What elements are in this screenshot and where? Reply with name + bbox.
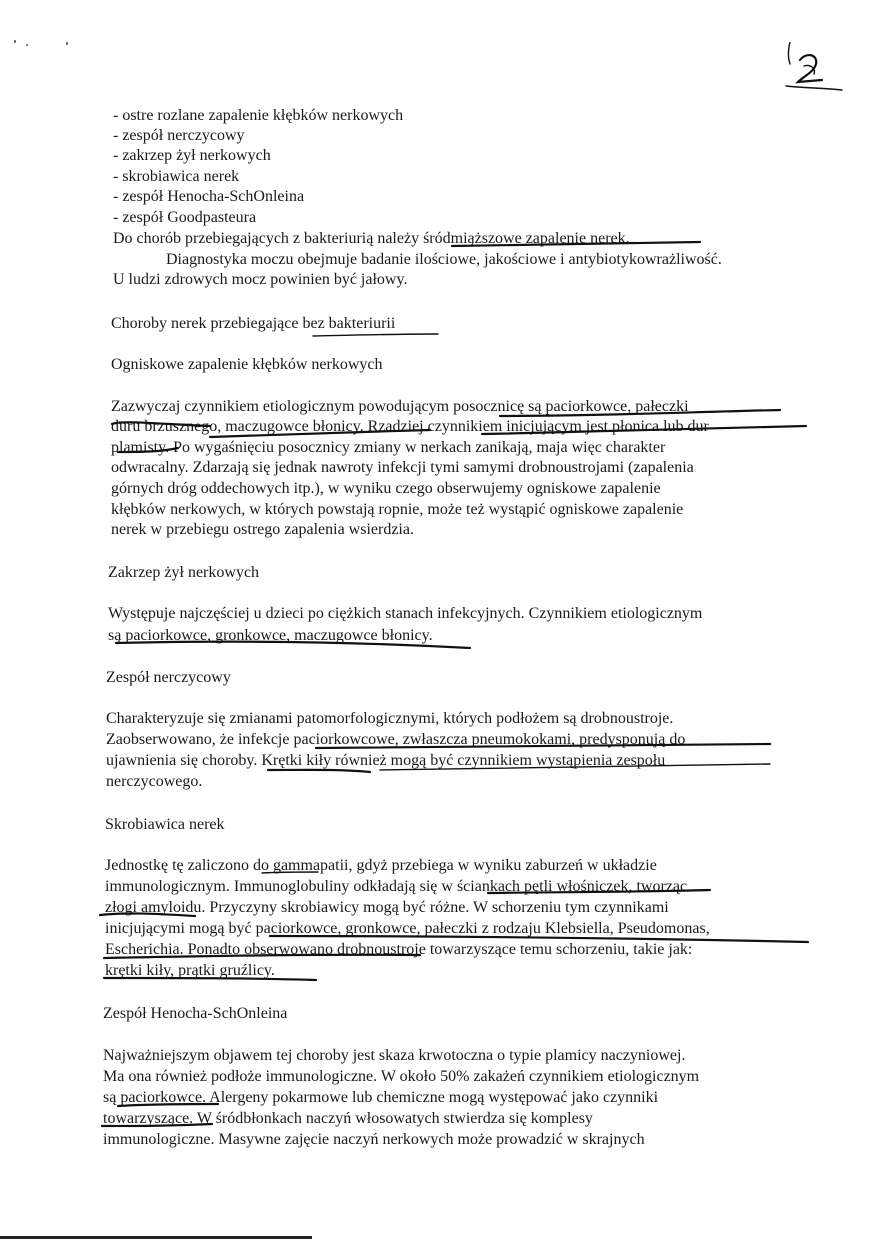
scan-speck <box>66 42 68 45</box>
section-title: Zakrzep żył nerkowych <box>108 564 260 581</box>
intro-paragraph-line: Do chorób przebiegających z bakteriurią należy śródmiąższowe zapalenie nerek. <box>113 230 630 247</box>
paragraph-line: są paciorkowce, gronkowce, maczugowce błonicy. <box>108 627 433 644</box>
intro-list-item: - zespół Henocha-SchOnleina <box>113 188 305 205</box>
paragraph-line: są paciorkowce. Alergeny pokarmowe lub chemiczne mogą występować jako czynniki <box>103 1089 659 1106</box>
intro-list-item: - zespół nerczycowy <box>113 127 245 144</box>
section-title: Ogniskowe zapalenie kłębków nerkowych <box>111 356 383 373</box>
section-title: Zespół nerczycowy <box>106 669 231 686</box>
paragraph-line: inicjującymi mogą być paciorkowce, gronkowce, pałeczki z rodzaju Klebsiella, Pseudomonas, <box>105 920 710 937</box>
paragraph-line: immunologicznym. Immunoglobuliny odkładają się w ściankach pętli włośniczek, tworząc <box>105 878 688 895</box>
intro-list-item: - zakrzep żył nerkowych <box>113 147 271 164</box>
paragraph-line: krętki kiły, prątki gruźlicy. <box>105 962 275 979</box>
paragraph-line: kłębków nerkowych, w których powstają ropnie, może też wystąpić ogniskowe zapalenie <box>111 501 684 518</box>
paragraph-line: towarzyszące. W śródbłonkach naczyń włosowatych stwierdza się komplesy <box>103 1110 593 1127</box>
paragraph-line: Zazwyczaj czynnikiem etiologicznym powodującym posocznicę są paciorkowce, pałeczki <box>111 398 689 415</box>
section-title: Skrobiawica nerek <box>105 816 225 833</box>
intro-list-item: - skrobiawica nerek <box>113 168 240 185</box>
intro-paragraph-line: Diagnostyka moczu obejmuje badanie ilościowe, jakościowe i antybiotykowrażliwość. <box>166 251 722 268</box>
main-heading: Choroby nerek przebiegające bez bakteriurii <box>111 315 396 332</box>
paragraph-line: Escherichia. Ponadto obserwowano drobnoustroje towarzyszące temu schorzeniu, takie jak: <box>105 941 693 958</box>
paragraph-line: górnych dróg oddechowych itp.), w wyniku czego obserwujemy ogniskowe zapalenie <box>111 480 661 497</box>
paragraph-line: złogi amyloidu. Przyczyny skrobiawicy mogą być różne. W schorzeniu tym czynnikami <box>105 899 669 916</box>
paragraph-line: duru brzusznego, maczugowce błonicy. Rzadziej czynnikiem inicjującym jest płonica lub dur <box>111 418 709 435</box>
intro-list-item: - zespół Goodpasteura <box>113 209 257 226</box>
underline-mark <box>313 334 438 336</box>
paragraph-line: Charakteryzuje się zmianami patomorfologicznymi, których podłożem są drobnoustroje. <box>106 710 674 727</box>
paragraph-line: plamisty. Po wygaśnięciu posocznicy zmiany w nerkach zanikają, maja więc charakter <box>111 439 666 456</box>
section-title: Zespół Henocha-SchOnleina <box>103 1005 288 1022</box>
intro-list-item: - ostre rozlane zapalenie kłębków nerkowych <box>113 107 404 124</box>
scan-edge-line <box>0 1236 312 1239</box>
paragraph-line: Zaobserwowano, że infekcje paciorkowcowe, zwłaszcza pneumokokami, predysponują do <box>106 731 686 748</box>
scan-speck <box>26 44 28 46</box>
paragraph-line: immunologiczne. Masywne zajęcie naczyń nerkowych może prowadzić w skrajnych <box>103 1131 645 1148</box>
paragraph-line: Ma ona również podłoże immunologiczne. W około 50% zakażeń czynnikiem etiologicznym <box>103 1068 700 1085</box>
intro-paragraph-line: U ludzi zdrowych mocz powinien być jałowy. <box>113 271 408 288</box>
paragraph-line: Występuje najczęściej u dzieci po ciężkich stanach infekcyjnych. Czynnikiem etiologicznym <box>108 605 703 622</box>
svg-text:2: 2 <box>824 86 825 87</box>
paragraph-line: ujawnienia się choroby. Krętki kiły również mogą być czynnikiem wystąpienia zespołu <box>106 752 666 769</box>
handwritten-page-number <box>784 42 844 92</box>
paragraph-line: odwracalny. Zdarzają się jednak nawroty infekcji tymi samymi drobnoustrojami (zapalenia <box>111 459 694 476</box>
paragraph-line: Najważniejszym objawem tej choroby jest skaza krwotoczna o typie plamicy naczyniowej. <box>103 1047 686 1064</box>
scan-speck <box>14 40 16 43</box>
paragraph-line: nerczycowego. <box>106 773 203 790</box>
paragraph-line: Jednostkę tę zaliczono do gammapatii, gdyż przebiega w wyniku zaburzeń w układzie <box>105 857 657 874</box>
paragraph-line: nerek w przebiegu ostrego zapalenia wsierdzia. <box>111 521 414 538</box>
